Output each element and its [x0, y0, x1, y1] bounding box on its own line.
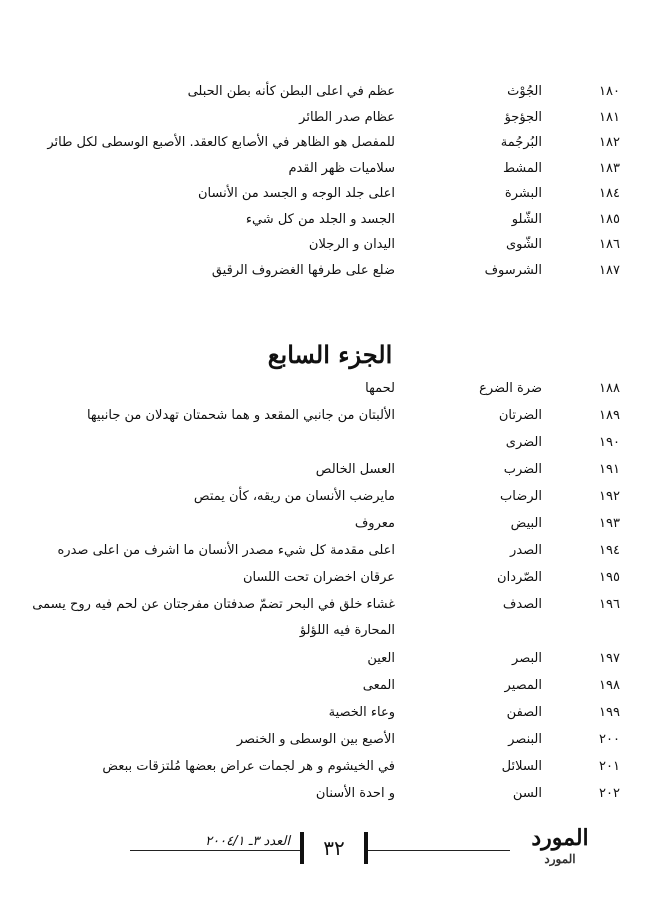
- entry-term: المشط: [502, 160, 542, 176]
- entry-row: [40, 512, 620, 536]
- entry-definition: ضلع على طرفها الغضروف الرقيق: [211, 262, 395, 278]
- entry-definition: في الخيشوم و هر لجمات عراض بعضها مُلتزقات ببعض: [102, 759, 395, 774]
- entry-row: [40, 106, 620, 130]
- entry-number: ١٩٣: [599, 516, 620, 531]
- entry-term: الشرسوف: [484, 262, 542, 278]
- entry-term: الضرب: [503, 462, 542, 477]
- entry-row: [40, 404, 620, 428]
- entry-definition: للمفصل هو الظاهر في الأصابع كالعقد. الأصبع الوسطى لكل طائر: [47, 135, 395, 150]
- logo-sub-text: المورد: [544, 852, 576, 866]
- entry-term: السلائل: [501, 759, 542, 774]
- entry-number: ١٩٠: [599, 435, 620, 450]
- entry-number: ١٩٥: [599, 570, 620, 585]
- entry-row: [40, 701, 620, 725]
- entry-number: ١٩١: [599, 462, 620, 477]
- section-title: الجزء السابع: [267, 340, 393, 369]
- entry-definition: اعلى جلد الوجه و الجسد من الأنسان: [197, 186, 395, 201]
- entry-row: [40, 377, 620, 401]
- entry-number: ١٩٨: [599, 678, 620, 693]
- entry-number: ١٩٤: [599, 543, 620, 558]
- entry-definition: عرقان اخضران تحت اللسان: [242, 570, 395, 585]
- entry-definition: عظام صدر الطائر: [299, 109, 395, 125]
- entry-row: [40, 157, 620, 181]
- entry-term: الشّلو: [511, 211, 542, 227]
- page-number: ٣٢: [300, 832, 368, 864]
- entry-number: ١٩٧: [599, 651, 620, 666]
- entry-number: ١٨٦: [599, 237, 620, 252]
- entry-term: الصدف: [502, 597, 542, 612]
- entry-term: الضرتان: [498, 408, 542, 423]
- entry-number: ٢٠٠: [599, 732, 620, 747]
- entry-definition: العين: [367, 651, 395, 666]
- entry-number: ١٩٦: [599, 597, 620, 612]
- entry-number: ١٨١: [599, 109, 620, 125]
- entry-definition-continuation: المحارة فيه اللؤلؤ: [299, 623, 395, 638]
- entry-row: [40, 728, 620, 752]
- entry-number: ١٨٥: [599, 211, 620, 227]
- entry-196-continuation: [40, 619, 620, 643]
- entry-term: الجُوْث: [507, 84, 542, 99]
- entry-term: البنصر: [508, 732, 542, 747]
- entry-row: [40, 233, 620, 257]
- entry-row: [32, 593, 620, 617]
- entry-term: الرضاب: [500, 489, 542, 504]
- entry-row: [40, 674, 620, 698]
- entry-definition: اعلى مقدمة كل شيء مصدر الأنسان ما اشرف من اعلى صدره: [57, 543, 395, 558]
- entry-number: ١٨٠: [599, 84, 620, 99]
- entry-term: البصر: [512, 651, 542, 666]
- entry-term: البيض: [510, 516, 542, 531]
- logo-main-text: المورد: [531, 825, 589, 851]
- issue-label: العدد ٣ـ ٢٠٠٤/١: [205, 834, 290, 849]
- entry-number: ١٨٩: [599, 408, 620, 423]
- entry-number: ١٩٩: [599, 705, 620, 720]
- entry-number: ١٩٢: [599, 489, 620, 504]
- entry-definition: مايرضب الأنسان من ريقه، كأن يمتص: [193, 489, 395, 504]
- entry-row: [40, 539, 620, 563]
- entry-number: ١٨٧: [599, 262, 620, 278]
- entry-term: الصدر: [510, 543, 542, 558]
- entry-term: الصّردان: [497, 570, 542, 585]
- entry-term: الضرى: [505, 435, 542, 450]
- entry-term: الشّوى: [505, 237, 542, 252]
- entry-definition: العسل الخالص: [315, 462, 395, 477]
- entry-number: ١٨٤: [599, 186, 620, 201]
- entry-term: ضرة الضرع: [479, 381, 542, 396]
- entry-definition: وعاء الخصية: [328, 705, 395, 720]
- entry-row: [40, 259, 620, 283]
- entry-definition: معروف: [354, 516, 395, 531]
- entry-definition: غشاء خلق في البحر تضمّ صدفتان مفرجتان عن لحم فيه روح يسمى: [32, 597, 395, 612]
- entry-row: [40, 458, 620, 482]
- entry-row: [40, 485, 620, 509]
- entry-number: ١٨٣: [599, 160, 620, 176]
- entry-definition: اليدان و الرجلان: [308, 237, 395, 252]
- entry-row: [40, 182, 620, 206]
- entry-number: ٢٠١: [599, 759, 620, 774]
- entry-row: [40, 647, 620, 671]
- entry-row: [40, 131, 620, 155]
- entry-row: [40, 431, 620, 455]
- entry-definition: و احدة الأسنان: [315, 786, 395, 801]
- entry-term: المصير: [504, 678, 542, 693]
- journal-logo: [515, 824, 605, 870]
- entry-row: [40, 755, 620, 779]
- entry-definition: المعى: [362, 678, 395, 693]
- entry-row: [40, 80, 620, 104]
- entry-definition: الأصبع بين الوسطى و الخنصر: [236, 732, 395, 747]
- entry-term: البُرجُمة: [500, 135, 542, 150]
- entry-term: الصفن: [506, 705, 542, 720]
- entry-term: البشرة: [504, 186, 542, 201]
- entry-row: [40, 208, 620, 232]
- entry-definition: الجسد و الجلد من كل شيء: [245, 211, 395, 227]
- page-footer: [0, 822, 661, 882]
- entry-definition: الألبتان من جانبي المقعد و هما شحمتان تهدلان من جانبيها: [86, 408, 395, 423]
- entry-number: ٢٠٢: [599, 786, 620, 801]
- entry-definition: سلاميات ظهر القدم: [288, 160, 395, 176]
- entry-number: ١٨٨: [599, 381, 620, 396]
- entry-row: [40, 566, 620, 590]
- entry-row: [40, 782, 620, 806]
- entry-term: الجؤجؤ: [504, 109, 542, 125]
- entry-term: السن: [512, 786, 542, 801]
- entry-number: ١٨٢: [599, 135, 620, 150]
- entry-definition: لحمها: [365, 381, 395, 396]
- entry-definition: عظم في اعلى البطن كأنه بطن الحبلى: [187, 84, 395, 99]
